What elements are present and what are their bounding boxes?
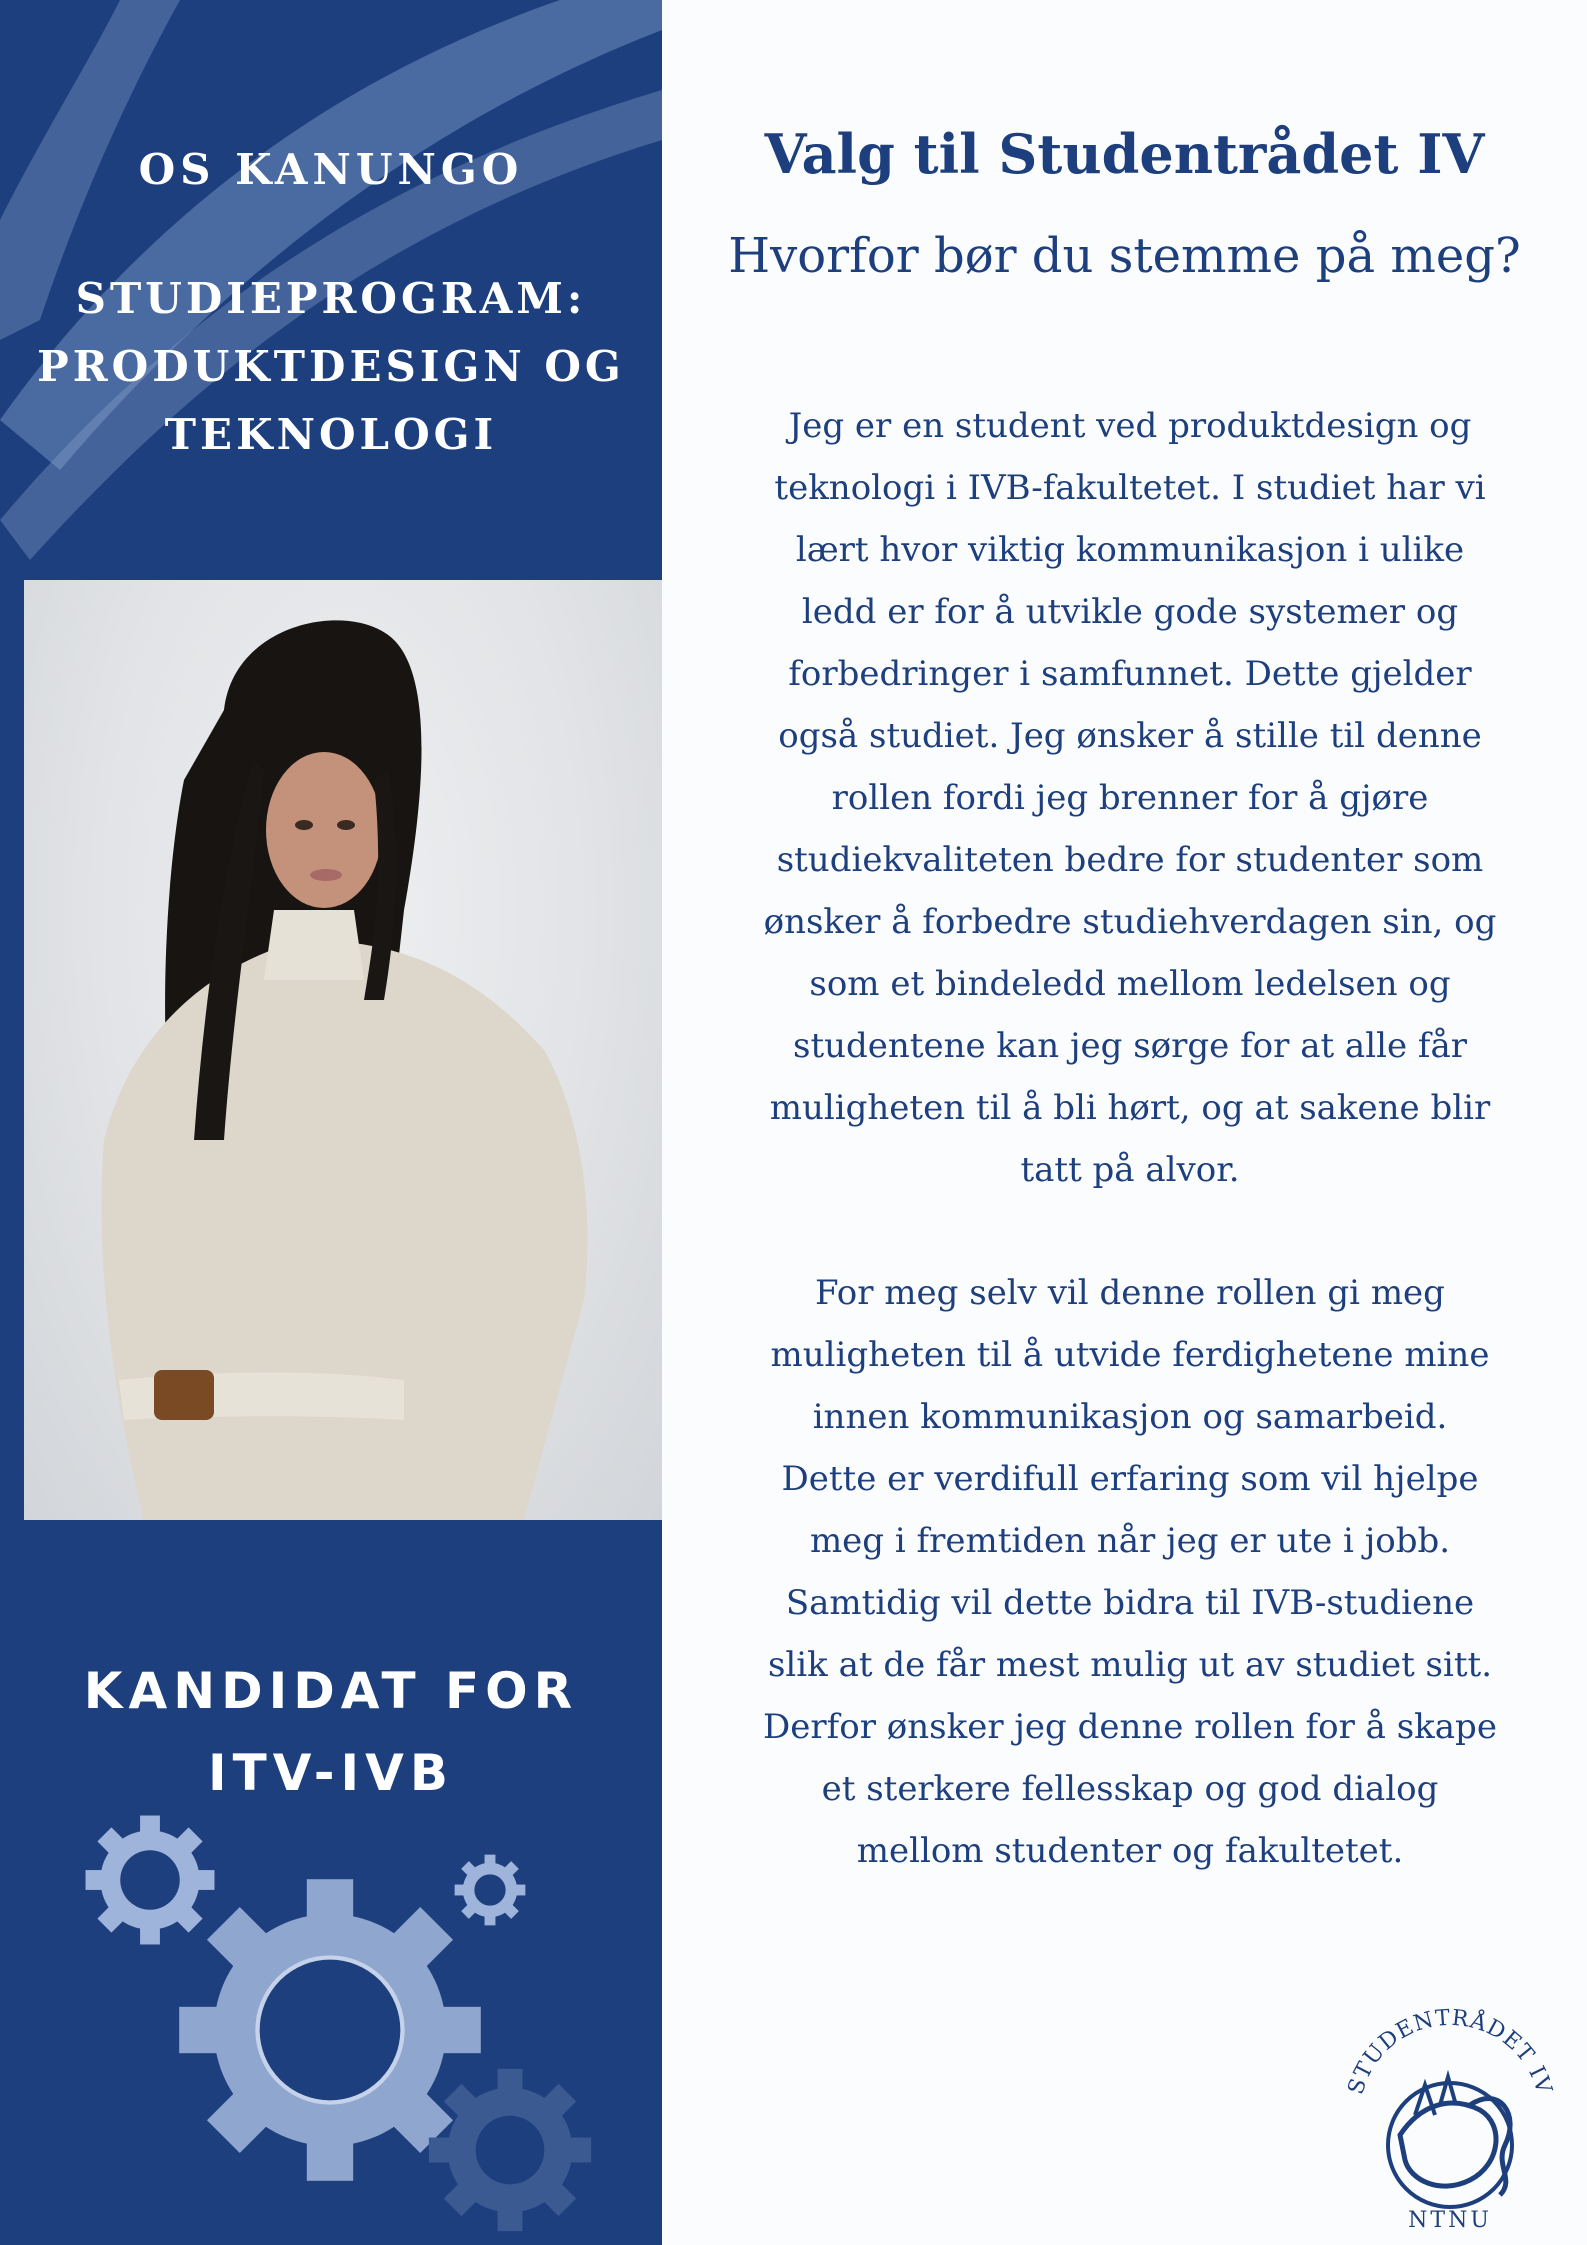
gear-icon (429, 2069, 591, 2231)
candidate-name: OS KANUNGO (138, 145, 524, 194)
studentradet-logo (1330, 1985, 1570, 2235)
gear-icon (455, 1855, 526, 1926)
motivation-paragraph-2: For meg selv vil denne rollen gi meg muligheten til å utvide ferdighetene mine innen kommunikasjon og samarbeid. Dette er verdifull erfaring som vil hjelpe meg i fremtiden når jeg er ute i jobb. Samtidig vil dette bidra til IVB-studiene slik at de får mest mulig ut av studiet sitt. Derfor ønsker jeg denne rollen for å skape et sterkere fellesskap og god dialog mellom studenter og fakultetet. (763, 1273, 1497, 1871)
page-title: Valg til Studentrådet IV (764, 122, 1485, 186)
study-program: STUDIEPROGRAM: PRODUKTDESIGN OG TEKNOLOGI (37, 274, 625, 459)
gear-icon (86, 1816, 215, 1945)
candidacy-label: KANDIDAT FOR ITV-IVB (83, 1662, 579, 1802)
logo-arc-text: STUDENTRÅDET IV (1343, 2005, 1557, 2098)
motivation-paragraph-1: Jeg er en student ved produktdesign og teknologi i IVB-fakultetet. I studiet har vi lært hvor viktig kommunikasjon i ulike ledd er for å utvikle gode systemer og forbedringer i samfunnet. Dette gjelder også studiet. Jeg ønsker å stille til denne rollen fordi jeg brenner for å gjøre studiekvaliteten bedre for studenter som ønsker å forbedre studiehverdagen sin, og som et bindeledd mellom ledelsen og studentene kan jeg sørge for at alle får muligheten til å bli hørt, og at sakene blir tatt på alvor. (763, 406, 1497, 1190)
logo-ntnu-text: NTNU (1408, 2208, 1492, 2233)
gears-illustration (0, 1780, 662, 2245)
gear-icon (179, 1879, 481, 2181)
page-subtitle: Hvorfor bør du stemme på meg? (728, 228, 1521, 284)
sidebar-panel (0, 0, 662, 2245)
candidate-photo (24, 580, 662, 1520)
